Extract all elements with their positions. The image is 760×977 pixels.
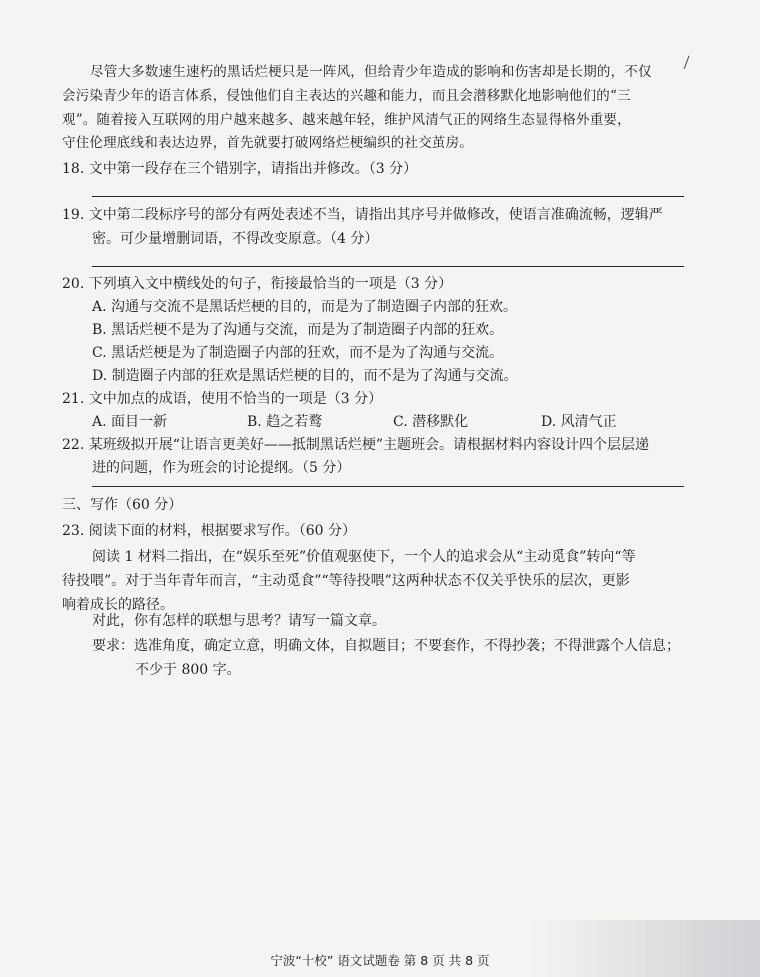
pen-mark [684, 56, 693, 71]
passage-line-1: 尽管大多数速生速朽的黑话烂梗只是一阵风，但给青少年造成的影响和伤害却是长期的，不仅 [90, 64, 652, 80]
material-line-1: 阅读 1 材料二指出，在“娱乐至死”价值观驱使下，一个人的追求会从“主动觅食”转向“等 [92, 549, 636, 565]
question-19-line-1: 19. 文中第二段标序号的部分有两处表述不当，请指出其序号并做修改，使语言准确流畅，逻辑严 [62, 207, 663, 223]
writing-prompt: 对此，你有怎样的联想与思考？请写一篇文章。 [92, 613, 386, 629]
passage-line-3: 观”。随着接入互联网的用户越来越多、越来越年轻，维护风清气正的网络生态显得格外重要， [62, 112, 631, 128]
question-23: 23. 阅读下面的材料，根据要求写作。（60 分） [62, 523, 356, 539]
page-footer: 宁波“十校” 语文试题卷 第 8 页 共 8 页 [270, 953, 490, 968]
q20-option-c: C. 黑话烂梗是为了制造圈子内部的狂欢，而不是为了沟通与交流。 [92, 345, 504, 361]
question-18: 18. 文中第一段存在三个错别字，请指出并修改。（3 分） [62, 161, 418, 177]
q21-option-b: B. 趋之若鹜 [247, 414, 323, 430]
q21-option-a: A. 面目一新 [92, 414, 168, 430]
question-22-line-1: 22. 某班级拟开展“让语言更美好——抵制黑话烂梗”主题班会。请根据材料内容设计四个层层递 [62, 437, 650, 453]
requirements-line-2: 不少于 800 字。 [135, 662, 241, 678]
question-22-line-2: 进的问题，作为班会的讨论提纲。（5 分） [92, 460, 351, 476]
q21-option-d: D. 风清气正 [541, 414, 617, 430]
section-title-writing: 三、写作（60 分） [62, 497, 183, 513]
q20-option-a: A. 沟通与交流不是黑话烂梗的目的，而是为了制造圈子内部的狂欢。 [92, 299, 518, 315]
answer-line-18[interactable] [92, 196, 684, 197]
question-19-line-2: 密。可少量增删词语，不得改变原意。（4 分） [92, 231, 379, 247]
answer-line-22[interactable] [92, 486, 684, 487]
answer-line-19[interactable] [92, 266, 684, 267]
question-21: 21. 文中加点的成语，使用不恰当的一项是（3 分） [62, 391, 383, 407]
q20-option-b: B. 黑话烂梗不是为了沟通与交流，而是为了制造圈子内部的狂欢。 [92, 322, 504, 338]
passage-line-4: 守住伦理底线和表达边界，首先就要打破网络烂梗编织的社交茧房。 [62, 135, 473, 151]
passage-line-2: 会污染青少年的语言体系，侵蚀他们自主表达的兴趣和能力，而且会潜移默化地影响他们的“三 [62, 88, 631, 104]
q20-option-d: D. 制造圈子内部的狂欢是黑话烂梗的目的，而不是为了沟通与交流。 [92, 368, 518, 384]
q21-option-c: C. 潜移默化 [393, 414, 469, 430]
material-line-3: 响着成长的路径。 [62, 597, 174, 613]
question-20: 20. 下列填入文中横线处的句子，衔接最恰当的一项是（3 分） [62, 276, 453, 292]
material-line-2: 待投喂”。对于当年青年而言，“主动觅食”“等待投喂”这两种状态不仅关乎快乐的层次，更影 [62, 573, 630, 589]
requirements-line-1: 要求：选准角度，确定立意，明确文体，自拟题目；不要套作，不得抄袭；不得泄露个人信息； [92, 638, 680, 654]
